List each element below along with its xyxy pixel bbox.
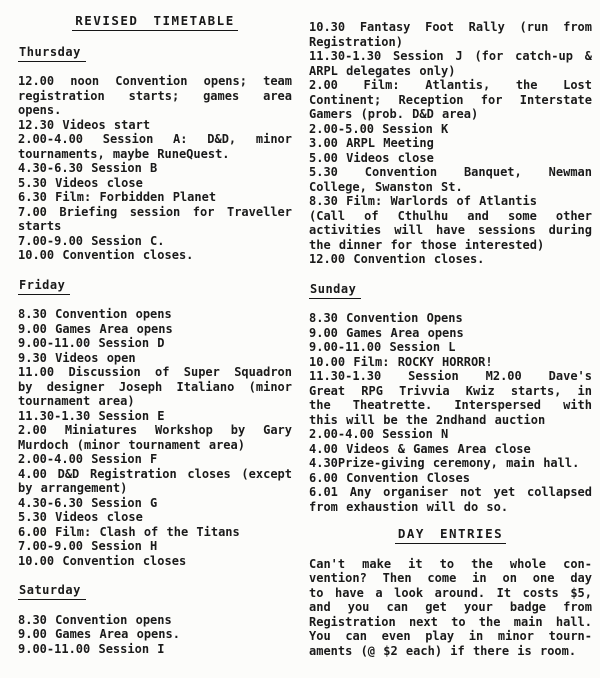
paragraph-line: Registration next to the main hall. <box>309 614 592 629</box>
entry-line: the Theatrette. Interspersed with <box>309 398 592 412</box>
day-entries-heading <box>309 527 592 542</box>
page-title-text: REVISED TIMETABLE <box>72 13 237 31</box>
entry-line: 2.00 Miniatures Workshop by Gary <box>18 423 292 437</box>
entry-line: registration starts; games area opens. <box>18 88 292 117</box>
entry-line: 9.00 Games Area opens. <box>18 627 180 641</box>
entry-line: activities will have sessions during <box>309 223 592 237</box>
timetable-entry <box>309 20 592 49</box>
timetable-entry <box>309 442 592 457</box>
entry-line: 10.00 Film: ROCKY HORROR! <box>309 354 493 369</box>
paragraph-line: aments (@ $2 each) if there is room. <box>309 643 577 658</box>
timetable-entry <box>18 336 292 351</box>
timetable-entry <box>18 496 292 511</box>
timetable-entry <box>309 471 592 486</box>
entry-line: Gamers (prob. D&D area) <box>309 107 479 121</box>
entry-line: 9.30 Videos open <box>18 350 136 365</box>
day-heading-thursday-text: Thursday <box>18 45 86 62</box>
entry-line: 6.30 Film: Forbidden Planet <box>18 190 217 204</box>
timetable-entry <box>18 248 292 263</box>
timetable-entry <box>309 122 592 137</box>
entry-line: 6.00 Convention Closes <box>309 470 470 485</box>
entry-line: 7.00-9.00 Session H <box>18 539 158 553</box>
left-column <box>18 14 292 656</box>
entry-line: 4.00 D&D Registration closes (except <box>18 466 292 481</box>
entry-line: 4.30-6.30 Session B <box>18 161 158 175</box>
timetable-entry <box>18 161 292 176</box>
timetable-entry <box>18 539 292 554</box>
entry-line: 5.00 Videos close <box>309 150 434 165</box>
entry-line: 8.30 Convention opens <box>18 612 172 627</box>
entry-line: 7.00 Briefing session for Traveller <box>18 204 292 219</box>
timetable-entry <box>18 642 292 657</box>
entry-line: 5.30 Convention Banquet, Newman <box>309 165 592 179</box>
timetable-entry <box>309 311 592 326</box>
timetable-entry <box>18 74 292 118</box>
paragraph-line: to have a look around. It costs $5, <box>309 585 592 600</box>
timetable-entry <box>309 485 592 514</box>
timetable-entry <box>18 510 292 525</box>
entry-line: 8.30 Convention opens <box>18 307 172 321</box>
entry-line: 11.30-1.30 Session M2.00 Dave's <box>309 369 592 383</box>
timetable-entry <box>18 118 292 133</box>
timetable-entry <box>309 340 592 355</box>
entry-line: from exhaustion will do so. <box>309 499 509 514</box>
timetable-entry <box>18 351 292 366</box>
timetable-entry <box>18 307 292 322</box>
entry-line: 2.00-5.00 Session K <box>309 121 449 136</box>
timetable-entry <box>18 452 292 467</box>
entry-line: 8.30 Convention Opens <box>309 311 463 325</box>
entry-line: 6.00 Film: Clash of the Titans <box>18 524 240 539</box>
entry-line: 2.00-4.00 Session F <box>18 452 158 466</box>
entry-line: Great RPG Trivvia Kwiz starts, in <box>309 383 592 398</box>
entry-line: 5.30 Videos close <box>18 510 143 524</box>
day-heading-thursday <box>18 45 292 60</box>
day-heading-sunday-text: Sunday <box>309 282 361 299</box>
timetable-entry <box>309 427 592 442</box>
timetable-entry <box>309 78 592 122</box>
timetable-entry <box>18 190 292 205</box>
timetable-entry <box>309 252 592 267</box>
timetable-entry <box>18 467 292 496</box>
entry-line: this will be the 2ndhand auction <box>309 412 546 427</box>
entry-line: the dinner for those interested) <box>309 237 545 252</box>
paragraph-line: and you can get your badge from <box>309 600 592 614</box>
entry-line: 6.01 Any organiser not yet collapsed <box>309 485 592 499</box>
entry-line: 4.30Prize-giving ceremony, main hall. <box>309 456 580 470</box>
day-entries-heading-text: DAY ENTRIES <box>395 526 506 544</box>
entry-line: 9.00-11.00 Session L <box>309 340 456 354</box>
timetable-entry <box>18 176 292 191</box>
right-column <box>309 20 592 658</box>
entry-line: (Call of Cthulhu and some other <box>309 208 592 223</box>
entry-line: College, Swanston St. <box>309 179 463 194</box>
timetable-entry <box>309 136 592 151</box>
entry-line: 12.00 Convention closes. <box>309 252 485 266</box>
entry-line: Registration) <box>309 34 403 49</box>
entry-line: 4.00 Videos & Games Area close <box>309 441 531 456</box>
entry-line: 2.00-4.00 Session A: D&D, minor <box>18 132 292 146</box>
timetable-entry <box>309 369 592 427</box>
day-entries-paragraph <box>309 557 592 659</box>
entry-line: 5.30 Videos close <box>18 175 143 190</box>
timetable-entry <box>18 627 292 642</box>
entry-line: 2.00 Film: Atlantis, the Lost <box>309 78 592 92</box>
timetable-entry <box>18 554 292 569</box>
entry-line: 10.00 Convention closes. <box>18 248 194 262</box>
timetable-entry <box>309 456 592 471</box>
entry-line: 11.30-1.30 Session J (for catch-up & <box>309 49 592 63</box>
entry-line: Murdoch (minor tournament area) <box>18 437 245 452</box>
timetable-entry <box>18 132 292 161</box>
entry-line: 9.00 Games Area opens <box>309 325 464 340</box>
timetable-entry <box>309 151 592 166</box>
paragraph-line: Can't make it to the whole con- <box>309 556 592 571</box>
timetable-entry <box>309 326 592 341</box>
timetable-entry <box>18 409 292 424</box>
timetable-entry <box>309 165 592 194</box>
entry-line: 11.30-1.30 Session E <box>18 408 165 423</box>
timetable-entry <box>309 49 592 78</box>
entry-line: tournaments, maybe RuneQuest. <box>18 146 230 161</box>
entry-line: by designer Joseph Italiano (minor <box>18 379 292 394</box>
day-heading-saturday-text: Saturday <box>18 583 86 600</box>
timetable-entry <box>18 205 292 234</box>
timetable-entry <box>309 194 592 209</box>
page-title <box>18 14 292 29</box>
entry-line: 10.30 Fantasy Foot Rally (run from <box>309 20 592 34</box>
day-heading-friday-text: Friday <box>18 278 70 295</box>
timetable-entry <box>309 209 592 253</box>
entry-line: 4.30-6.30 Session G <box>18 495 158 510</box>
entry-line: tournament area) <box>18 394 135 408</box>
entry-line: 9.00-11.00 Session I <box>18 641 165 656</box>
timetable-entry <box>18 322 292 337</box>
entry-line: 3.00 ARPL Meeting <box>309 136 434 150</box>
entry-line: 9.00-11.00 Session D <box>18 336 165 350</box>
entry-line: Continent; Reception for Interstate <box>309 92 592 107</box>
entry-line: 7.00-9.00 Session C. <box>18 233 165 248</box>
timetable-entry <box>18 613 292 628</box>
entry-line: ARPL delegates only) <box>309 63 456 78</box>
timetable-entry <box>18 234 292 249</box>
timetable-entry <box>18 423 292 452</box>
entry-line: 9.00 Games Area opens <box>18 321 173 336</box>
day-heading-friday <box>18 278 292 293</box>
entry-line: 10.00 Convention closes <box>18 553 187 568</box>
entry-line: starts <box>18 219 62 233</box>
entry-line: 11.00 Discussion of Super Squadron <box>18 365 292 379</box>
day-heading-sunday <box>309 282 592 297</box>
entry-line: 12.30 Videos start <box>18 117 151 132</box>
timetable-entry <box>309 355 592 370</box>
day-heading-saturday <box>18 583 292 598</box>
entry-line: 12.00 noon Convention opens; team <box>18 74 292 88</box>
entry-line: 2.00-4.00 Session N <box>309 427 449 441</box>
entry-line: by arrangement) <box>18 481 128 495</box>
timetable-entry <box>18 365 292 409</box>
paragraph-line: You can even play in minor tourn- <box>309 629 592 643</box>
paragraph-line: vention? Then come in on one day <box>309 571 592 585</box>
entry-line: 8.30 Film: Warlords of Atlantis <box>309 194 537 208</box>
timetable-entry <box>18 525 292 540</box>
